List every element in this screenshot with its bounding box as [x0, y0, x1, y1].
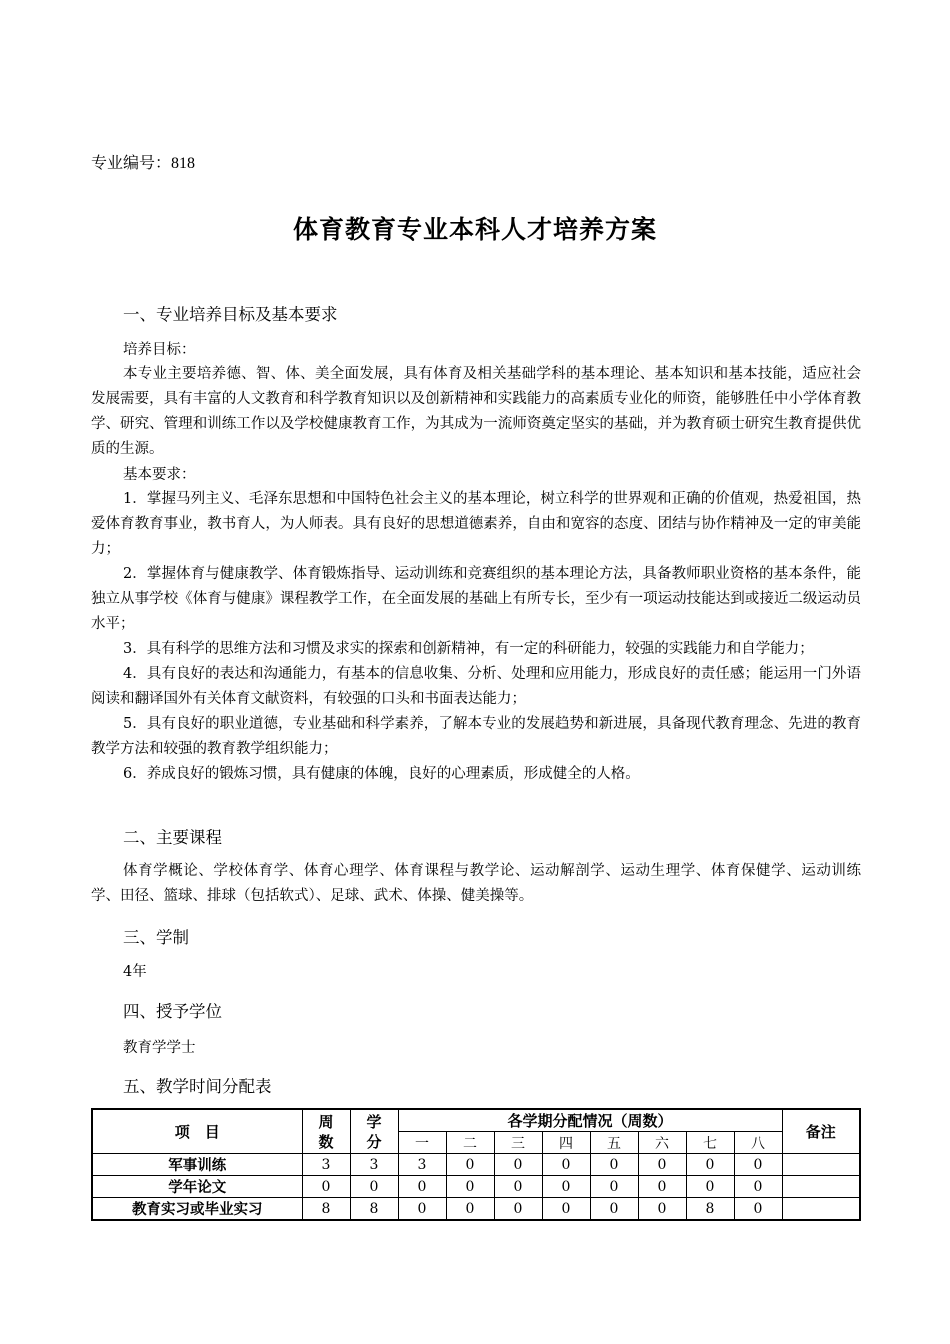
header-weeks: 周数	[302, 1109, 350, 1154]
goal-paragraph	[91, 362, 861, 462]
row-term-value: 3	[398, 1154, 446, 1176]
row-weeks: 8	[302, 1198, 350, 1221]
row-weeks: 3	[302, 1154, 350, 1176]
major-code-value: 818	[171, 155, 196, 172]
term-header: 二	[446, 1132, 494, 1154]
page-title: 体育教育专业本科人才培养方案	[292, 215, 657, 244]
row-credits: 3	[350, 1154, 398, 1176]
section-heading-4: 四、授予学位	[123, 1002, 222, 1021]
section-heading-3: 三、学制	[123, 928, 189, 947]
row-term-value: 0	[542, 1198, 590, 1221]
row-term-value: 0	[686, 1176, 734, 1198]
header-item: 项 目	[92, 1109, 302, 1154]
header-term-distribution: 各学期分配情况（周数）	[398, 1109, 782, 1132]
courses-paragraph	[91, 859, 861, 909]
row-credits: 0	[350, 1176, 398, 1198]
row-term-value: 0	[494, 1176, 542, 1198]
header-note: 备注	[782, 1109, 860, 1154]
row-term-value: 0	[398, 1176, 446, 1198]
requirement-item: 2．掌握体育与健康教学、体育锻炼指导、运动训练和竞赛组织的基本理论方法，具备教师职业资格的基本条件，能独立从事学校《体育与健康》课程教学工作，在全面发展的基础上有所专长，至少有一项运动技能达到或接近二级运动员水平；	[91, 566, 861, 632]
term-header: 五	[590, 1132, 638, 1154]
header-credits: 学分	[350, 1109, 398, 1154]
major-code	[91, 150, 195, 173]
row-term-value: 0	[446, 1154, 494, 1176]
requirement-item: 1．掌握马列主义、毛泽东思想和中国特色社会主义的基本理论，树立科学的世界观和正确的价值观，热爱祖国，热爱体育教育事业，教书育人，为人师表。具有良好的思想道德素养，自由和宽容的态度、团结与协作精神及一定的审美能力；	[91, 491, 861, 557]
term-header: 三	[494, 1132, 542, 1154]
row-term-value: 0	[638, 1176, 686, 1198]
row-note	[782, 1154, 860, 1176]
row-term-value: 0	[446, 1176, 494, 1198]
term-header: 四	[542, 1132, 590, 1154]
requirements-label: 基本要求：	[123, 467, 196, 483]
table-row	[92, 1154, 860, 1176]
row-term-value: 0	[734, 1176, 782, 1198]
requirement-item: 3．具有科学的思维方法和习惯及求实的探索和创新精神，有一定的科研能力，较强的实践能力和自学能力；	[123, 641, 814, 657]
major-code-label: 专业编号：	[91, 153, 172, 172]
row-term-value: 0	[590, 1198, 638, 1221]
goal-label: 培养目标：	[123, 342, 196, 358]
row-term-value: 0	[542, 1154, 590, 1176]
requirement-item: 6．养成良好的锻炼习惯，具有健康的体魄，良好的心理素质，形成健全的人格。	[123, 766, 640, 782]
row-term-value: 0	[734, 1198, 782, 1221]
row-name: 学年论文	[92, 1176, 302, 1198]
row-term-value: 8	[686, 1198, 734, 1221]
courses-text: 体育学概论、学校体育学、体育心理学、体育课程与教学论、运动解剖学、运动生理学、体育保健学、运动训练学、田径、篮球、排球（包括软式）、足球、武术、体操、健美操等。	[91, 863, 861, 904]
term-header: 一	[398, 1132, 446, 1154]
row-term-value: 0	[542, 1176, 590, 1198]
section-heading-1: 一、专业培养目标及基本要求	[123, 305, 338, 324]
row-term-value: 0	[494, 1154, 542, 1176]
row-term-value: 0	[590, 1154, 638, 1176]
row-term-value: 0	[590, 1176, 638, 1198]
row-name: 军事训练	[92, 1154, 302, 1176]
row-term-value: 0	[446, 1198, 494, 1221]
term-header: 八	[734, 1132, 782, 1154]
row-term-value: 0	[494, 1198, 542, 1221]
table-header-row	[92, 1109, 860, 1132]
requirement-item: 5．具有良好的职业道德，专业基础和科学素养，了解本专业的发展趋势和新进展，具备现代教育理念、先进的教育教学方法和较强的教育教学组织能力；	[91, 716, 861, 757]
term-header: 六	[638, 1132, 686, 1154]
section-heading-5: 五、教学时间分配表	[123, 1077, 272, 1096]
row-term-value: 0	[638, 1198, 686, 1221]
row-term-value: 0	[686, 1154, 734, 1176]
row-weeks: 0	[302, 1176, 350, 1198]
row-note	[782, 1176, 860, 1198]
table-row	[92, 1176, 860, 1198]
requirements-list	[91, 487, 861, 787]
row-term-value: 0	[638, 1154, 686, 1176]
row-term-value: 0	[734, 1154, 782, 1176]
term-header: 七	[686, 1132, 734, 1154]
duration-text: 4年	[123, 964, 147, 980]
row-name: 教育实习或毕业实习	[92, 1198, 302, 1221]
requirement-item: 4．具有良好的表达和沟通能力，有基本的信息收集、分析、处理和应用能力，形成良好的责任感；能运用一门外语阅读和翻译国外有关体育文献资料，有较强的口头和书面表达能力；	[91, 666, 861, 707]
time-allocation-table	[91, 1108, 861, 1221]
row-note	[782, 1198, 860, 1221]
row-credits: 8	[350, 1198, 398, 1221]
degree-text: 教育学学士	[123, 1040, 196, 1056]
row-term-value: 0	[398, 1198, 446, 1221]
section-heading-2: 二、主要课程	[123, 828, 222, 847]
goal-text: 本专业主要培养德、智、体、美全面发展，具有体育及相关基础学科的基本理论、基本知识和基本技能，适应社会发展需要，具有丰富的人文教育和科学教育知识以及创新精神和实践能力的高素质专业化的师资，能够胜任中小学体育教学、研究、管理和训练工作以及学校健康教育工作，为其成为一流师资奠定坚实的基础，并为教育硕士研究生教育提供优质的生源。	[91, 366, 861, 457]
table-row	[92, 1198, 860, 1221]
